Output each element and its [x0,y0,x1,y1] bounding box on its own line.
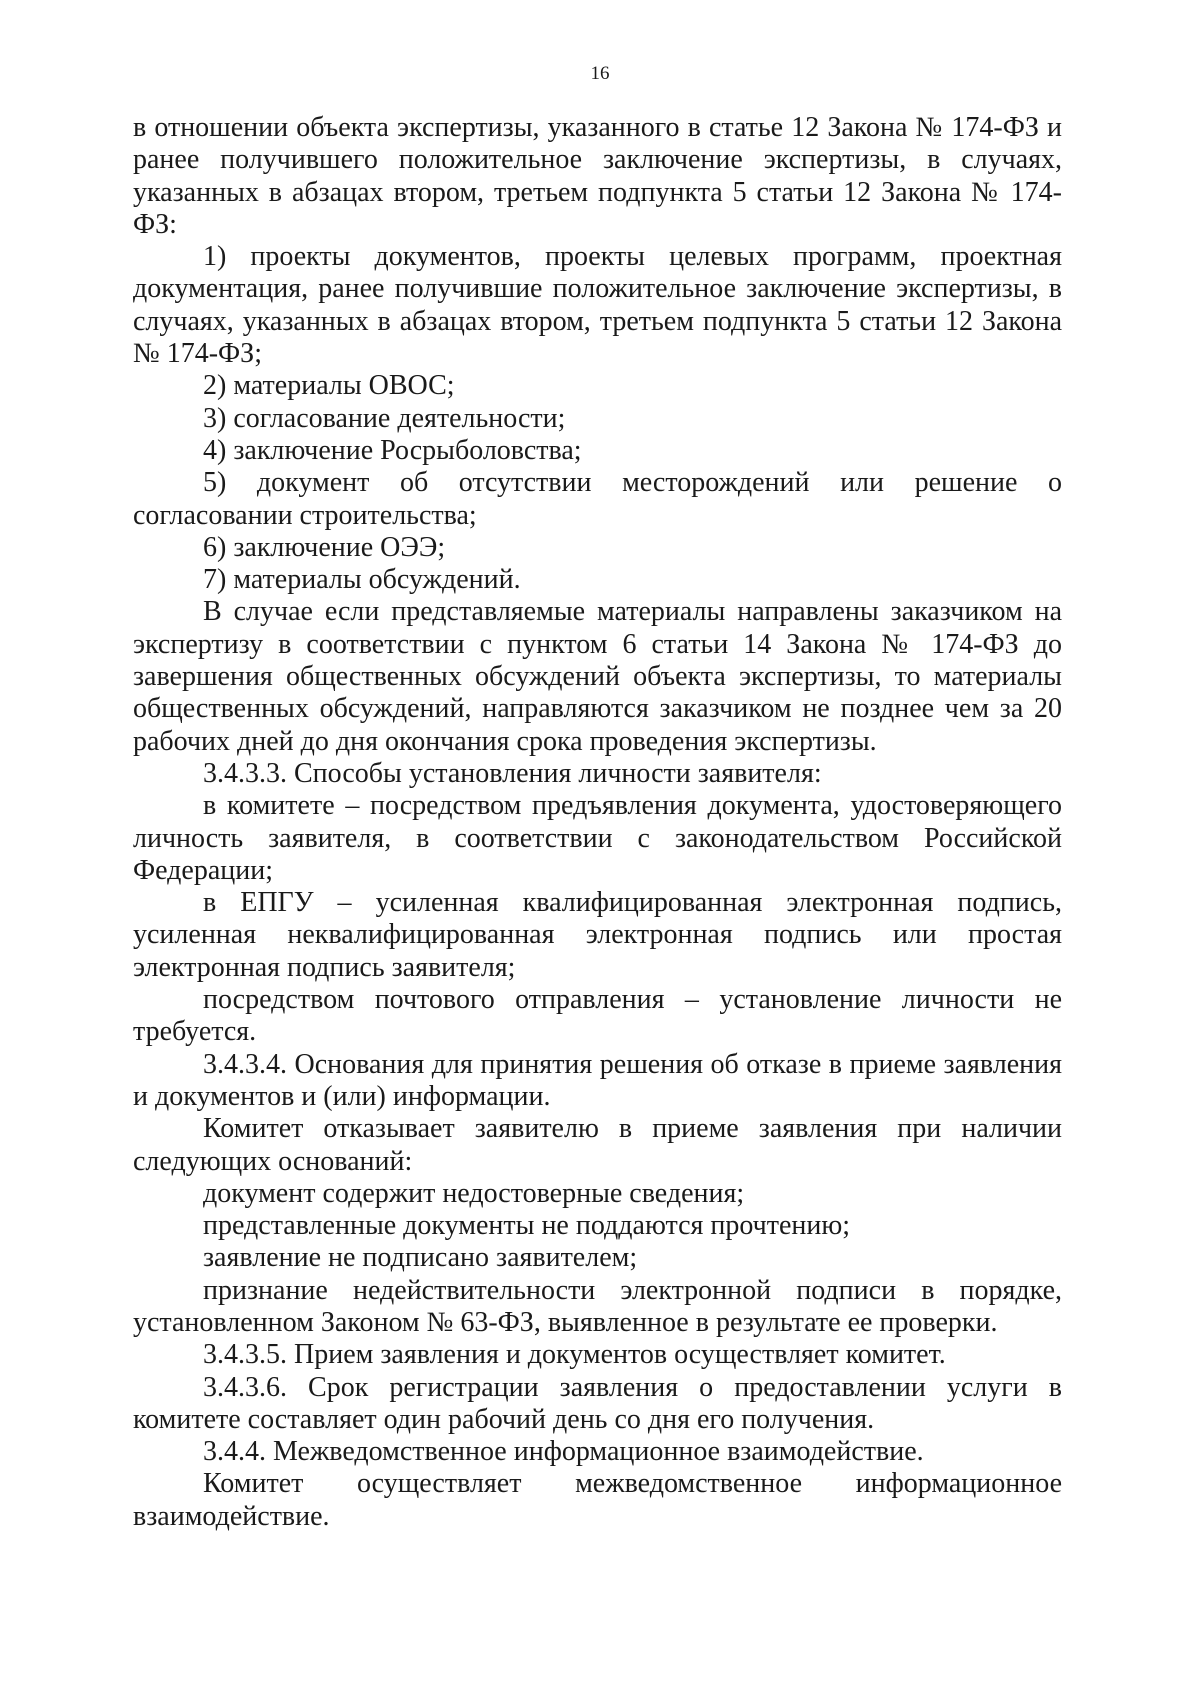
paragraph: Комитет отказывает заявителю в приеме заявления при наличии следующих оснований: [133,1113,1062,1177]
section-heading-3-4-3-5: 3.4.3.5. Прием заявления и документов осуществляет комитет. [203,1339,946,1371]
section-heading-3-4-3-6: 3.4.3.6. Срок регистрации заявления о предоставлении услуги в комитете составляет один рабочий день со дня его получения. [133,1371,1062,1435]
paragraph: в ЕПГУ – усиленная квалифицированная электронная подпись, усиленная неквалифицированная электронная подпись или простая электронная подпись заявителя; [133,887,1062,983]
paragraph: в комитете – посредством предъявления документа, удостоверяющего личность заявителя, в соответствии с законодательством Российской Федерации; [133,790,1062,886]
paragraph: Комитет осуществляет межведомственное информационное взаимодействие. [133,1468,1062,1532]
paragraph: В случае если представляемые материалы направлены заказчиком на экспертизу в соответствии с пунктом 6 статьи 14 Закона № 174-ФЗ до завершения общественных обсуждений объекта экспертизы, то материалы общественных обсуждений, направляются заказчиком не позднее чем за 20 рабочих дней до дня окончания срока проведения экспертизы. [133,596,1062,757]
section-heading-3-4-3-4: 3.4.3.4. Основания для принятия решения об отказе в приеме заявления и документов и (или) информации. [133,1048,1062,1112]
paragraph: признание недействительности электронной подписи в порядке, установленном Законом № 63-ФЗ, выявленное в результате ее проверки. [133,1274,1062,1338]
page-number: 16 [590,63,610,84]
list-item-7: 7) материалы обсуждений. [203,564,521,596]
list-item-2: 2) материалы ОВОС; [203,370,455,402]
list-item-4: 4) заключение Росрыболовства; [203,434,582,466]
document-body [133,112,1062,1533]
paragraph: посредством почтового отправления – установление личности не требуется. [133,984,1062,1048]
paragraph: документ содержит недостоверные сведения; [203,1177,745,1209]
paragraph: в отношении объекта экспертизы, указанного в статье 12 Закона № 174-ФЗ и ранее получившего положительное заключение экспертизы, в случаях, указанных в абзацах втором, третьем подпункта 5 статьи 12 Закона № 174-ФЗ: [133,112,1062,240]
list-item-6: 6) заключение ОЭЭ; [203,531,446,563]
paragraph: заявление не подписано заявителем; [203,1242,638,1274]
section-heading-3-4-3-3: 3.4.3.3. Способы установления личности заявителя: [203,757,822,789]
section-heading-3-4-4: 3.4.4. Межведомственное информационное взаимодействие. [203,1436,924,1468]
list-item-5: 5) документ об отсутствии месторождений или решение о согласовании строительства; [133,467,1062,531]
list-item-1: 1) проекты документов, проекты целевых программ, проектная документация, ранее получившие положительное заключение экспертизы, в случаях, указанных в абзацах втором, третьем подпункта 5 статьи 12 Закона № 174-ФЗ; [133,241,1062,370]
list-item-3: 3) согласование деятельности; [203,402,566,434]
paragraph: представленные документы не поддаются прочтению; [203,1210,851,1242]
